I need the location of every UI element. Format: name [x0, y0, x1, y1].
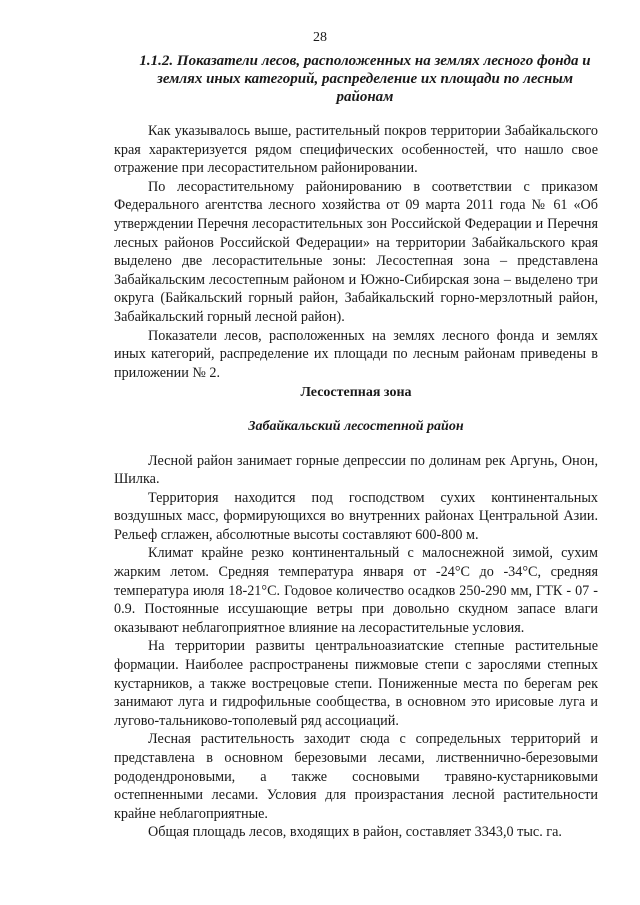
district-paragraph-6: Общая площадь лесов, входящих в район, составляет 3343,0 тыс. га.	[148, 824, 562, 841]
page-number: 28	[313, 30, 327, 45]
intro-paragraph-1: Как указывалось выше, растительный покров территории Забайкальского края характеризуется рядом специфических особенностей, что нашло свое отражение при лесорастительном районировании.	[114, 123, 598, 177]
district-heading: Забайкальский лесостепной район	[248, 418, 464, 434]
district-paragraph-5: Лесная растительность заходит сюда с сопредельных территорий и представлена в основном березовыми лесами, лиственнично-березовыми рододендроновыми, а также сосновыми травяно-кустарниковыми остепненными лесами. Условия для произрастания лесной растительности крайне неблагоприятные.	[114, 731, 598, 822]
district-paragraph-2: Территория находится под господством сухих континентальных воздушных масс, формирующихся во внутренних районах Центральной Азии. Рельеф сглажен, абсолютные высоты составляют 600-800 м.	[114, 489, 598, 543]
district-paragraph-3: Климат крайне резко континентальный с малоснежной зимой, сухим жарким летом. Средняя температура января от -24°С до -34°С, средняя температура июля 18-21°С. Годовое количество осадков 250-290 мм, ГТК - 07 - 0.9. Постоянные иссушающие ветры при довольно скудном запасе влаги оказывают неблагоприятное влияние на лесорастительные условия.	[114, 545, 598, 636]
district-paragraph-4: На территории развиты центральноазиатские степные растительные формации. Наиболее распространены пижмовые степи с зарослями степных кустарников, а также вострецовые степи. Пониженные места по берегам рек занимают луга и гидрофильные сообщества, в основном это ирисовые луга и лугово-тальниково-тополевый ряд ассоциаций.	[114, 638, 598, 729]
intro-paragraph-3: Показатели лесов, расположенных на землях лесного фонда и землях иных категорий, распределение их площади по лесным районам приведены в приложении № 2.	[114, 327, 598, 381]
district-paragraph-1: Лесной район занимает горные депрессии по долинам рек Аргунь, Онон, Шилка.	[114, 452, 598, 488]
intro-paragraph-2: По лесорастительному районированию в соответствии с приказом Федерального агентства лесного хозяйства от 09 марта 2011 года № 61 «Об утверждении Перечня лесорастительных зон Российской Федерации и Перечня лесных районов Российской Федерации» на территории Забайкальского края выделено две лесорастительные зоны: Лесостепная зона – представлена Забайкальским лесостепным районом и Южно-Сибирская зона – выделено три округа (Байкальский горный район, Забайкальский горно-мерзлотный район, Забайкальский горный лесной район).	[114, 178, 598, 325]
zone-heading: Лесостепная зона	[300, 385, 412, 401]
section-title: 1.1.2. Показатели лесов, расположенных на землях лесного фонда и землях иных категорий, распределение их площади по лесным районам	[139, 53, 591, 105]
document-body	[114, 122, 598, 842]
